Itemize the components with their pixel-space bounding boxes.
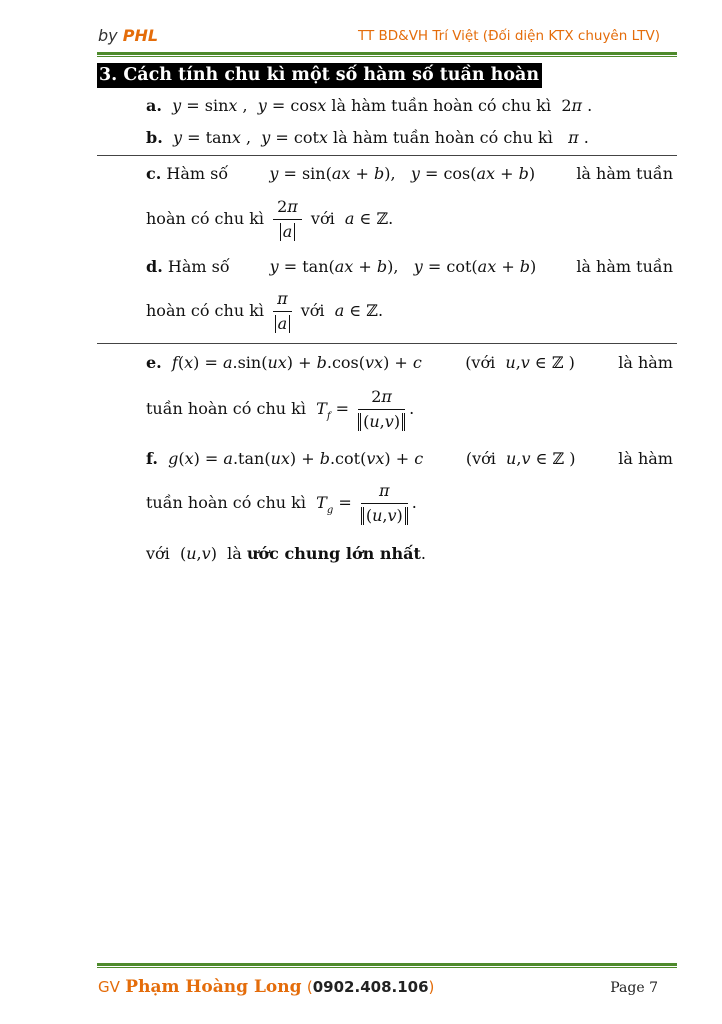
item-f-paren-close: ) bbox=[569, 449, 576, 468]
period-b: π . bbox=[557, 128, 589, 147]
formula-a: y = sinx , y = cosx bbox=[167, 96, 327, 115]
section-title: 3. Cách tính chu kì một số hàm số tuần hoàn bbox=[97, 63, 542, 88]
conclusion-middle: là bbox=[227, 544, 242, 563]
item-a-text: là hàm tuần hoàn có chu kì bbox=[331, 96, 552, 115]
formula-b: y = tanx , y = cotx bbox=[167, 128, 328, 147]
formula-c: y = sin(ax + b), y = cos(ax + b) bbox=[269, 164, 536, 183]
fraction-c: $\frac{2\pi}{a}$ bbox=[273, 197, 302, 242]
condition-e: u,v ∈ ℤ bbox=[500, 353, 564, 372]
header-by: by bbox=[98, 26, 118, 45]
fraction-d: $\frac{\pi}{a}$ bbox=[273, 289, 292, 334]
conclusion-formula: (u,v) bbox=[179, 544, 217, 563]
divider bbox=[97, 343, 677, 344]
page-number: Page 7 bbox=[610, 980, 658, 996]
conclusion-prefix: với bbox=[146, 544, 170, 563]
item-d-line2 bbox=[146, 287, 383, 335]
formula-e: f(x) = a.sin(ux) + b.cos(vx) + c bbox=[166, 353, 422, 372]
fraction-f: $\frac{\pi}{(u,v)}$ bbox=[361, 481, 408, 526]
item-b-label: b. bbox=[146, 128, 163, 147]
formula-f: g(x) = a.tan(ux) + b.cot(vx) + c bbox=[162, 449, 424, 468]
item-c-line2 bbox=[146, 195, 393, 243]
period-symbol-e: $T_f$ = bbox=[311, 399, 350, 422]
fraction-e: $\frac{2\pi}{(u,v)}$ bbox=[358, 387, 405, 432]
item-f-line2-text: tuần hoàn có chu kì bbox=[146, 493, 306, 512]
header-center-name: TT BD&VH Trí Việt (Đối diện KTX chuyên LTV) bbox=[357, 28, 660, 44]
item-c-with: với bbox=[310, 209, 335, 228]
conclusion-end: . bbox=[420, 544, 426, 563]
item-d-tail: là hàm tuần bbox=[576, 257, 673, 276]
item-f-paren-open: (với bbox=[465, 449, 496, 468]
page-header bbox=[0, 26, 722, 52]
item-c-lead: Hàm số bbox=[166, 164, 229, 183]
footer-paren-open: ( bbox=[306, 978, 313, 996]
item-d-line1 bbox=[146, 256, 673, 278]
item-e-line1 bbox=[146, 352, 673, 374]
item-e-line2 bbox=[146, 383, 414, 443]
condition-c: a ∈ ℤ. bbox=[339, 209, 394, 228]
item-f-dot: . bbox=[411, 493, 417, 512]
item-d-with: với bbox=[300, 301, 325, 320]
item-d-label: d. bbox=[146, 257, 163, 276]
item-c-line2-text: hoàn có chu kì bbox=[146, 209, 265, 228]
item-f-line1 bbox=[146, 448, 673, 470]
item-d-lead-wrap bbox=[146, 256, 230, 278]
item-e-paren-close: ) bbox=[568, 353, 575, 372]
header-brand-name: PHL bbox=[122, 26, 159, 45]
item-f-condition bbox=[466, 448, 576, 470]
item-a-label: a. bbox=[146, 96, 162, 115]
item-b-text: là hàm tuần hoàn có chu kì bbox=[333, 128, 553, 147]
item-e-line2-text: tuần hoàn có chu kì bbox=[146, 399, 306, 418]
item-e-label: e. bbox=[146, 353, 162, 372]
item-f-label: f. bbox=[146, 449, 158, 468]
footer-phone: 0902.408.106 bbox=[312, 978, 429, 996]
header-brand bbox=[98, 26, 158, 45]
divider bbox=[97, 155, 677, 156]
item-c-tail: là hàm tuần bbox=[576, 164, 673, 183]
item-c-line1 bbox=[146, 163, 673, 185]
condition-d: a ∈ ℤ. bbox=[329, 301, 384, 320]
period-symbol-f: $T_g$ = bbox=[311, 493, 352, 516]
item-c-lead-wrap bbox=[146, 163, 228, 185]
item-e-condition bbox=[465, 352, 575, 374]
footer-rule bbox=[97, 963, 677, 966]
item-c-label: c. bbox=[146, 164, 162, 183]
conclusion-bold: ước chung lớn nhất bbox=[246, 544, 421, 563]
item-d-line2-text: hoàn có chu kì bbox=[146, 301, 265, 320]
header-rule-thin bbox=[97, 56, 677, 57]
conclusion-line bbox=[146, 543, 426, 565]
item-e-start bbox=[146, 352, 422, 374]
item-f-start bbox=[146, 448, 423, 470]
item-f-line2 bbox=[146, 477, 417, 537]
condition-f: u,v ∈ ℤ bbox=[500, 449, 565, 468]
footer-gv: GV bbox=[98, 978, 120, 996]
footer-name: Phạm Hoàng Long bbox=[125, 977, 302, 997]
item-f-tail: là hàm bbox=[618, 449, 673, 468]
item-e-dot: . bbox=[409, 399, 415, 418]
item-a bbox=[146, 95, 592, 117]
header-rule bbox=[97, 52, 677, 55]
formula-d: y = tan(ax + b), y = cot(ax + b) bbox=[269, 257, 537, 276]
period-a: 2π . bbox=[561, 96, 593, 115]
footer-paren-close: ) bbox=[428, 978, 435, 996]
footer-author bbox=[98, 977, 434, 997]
item-d-lead: Hàm số bbox=[167, 257, 230, 276]
footer-rule-thin bbox=[97, 967, 677, 968]
item-e-tail: là hàm bbox=[618, 353, 673, 372]
item-e-paren-open: (với bbox=[465, 353, 496, 372]
item-b bbox=[146, 127, 589, 149]
